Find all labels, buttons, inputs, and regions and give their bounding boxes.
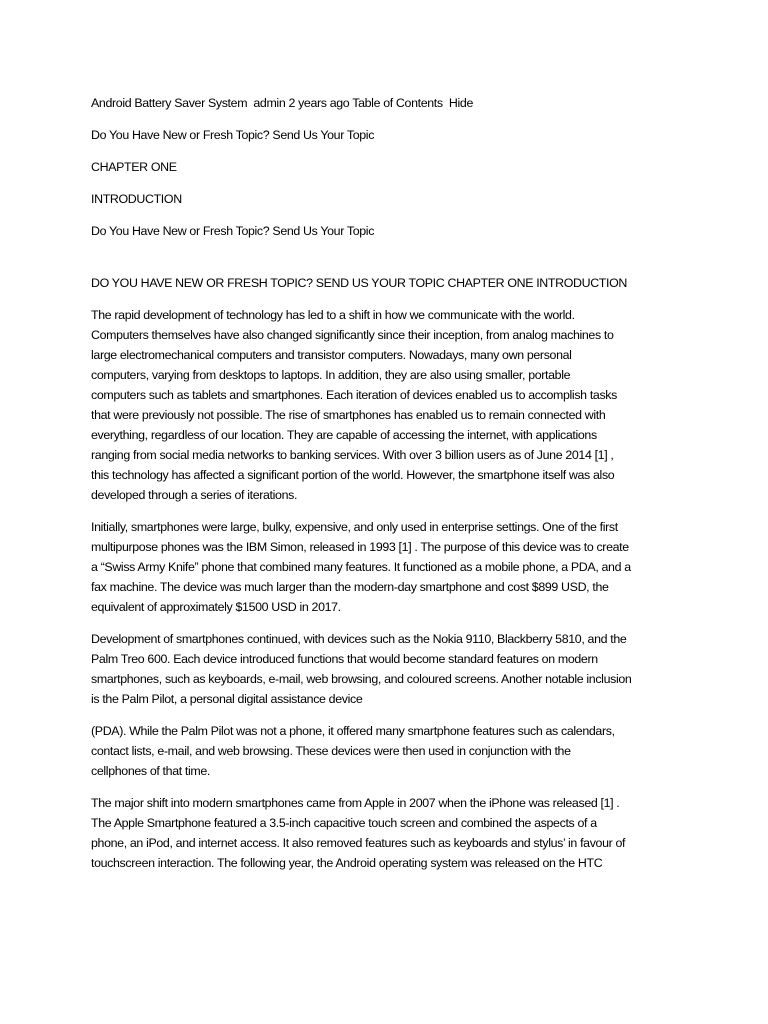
text-line: (PDA). While the Palm Pilot was not a phone, it offered many smartphone features such as calendars, — [91, 724, 615, 738]
text-line: that were previously not possible. The rise of smartphones has enabled us to remain connected with — [91, 408, 606, 422]
text-line: smartphones, such as keyboards, e-mail, web browsing, and coloured screens. Another notable inclusion — [91, 672, 632, 686]
toc-item[interactable]: INTRODUCTION — [91, 192, 182, 206]
text-line: this technology has affected a significant portion of the world. However, the smartphone itself was also — [91, 468, 615, 482]
article-paragraph — [91, 305, 691, 505]
text-line: The Apple Smartphone featured a 3.5-inch capacitive touch screen and combined the aspects of a — [91, 816, 597, 830]
text-line: cellphones of that time. — [91, 764, 211, 778]
text-line: Palm Treo 600. Each device introduced functions that would become standard features on modern — [91, 652, 598, 666]
article-paragraph — [91, 793, 691, 873]
text-line: Computers themselves have also changed significantly since their inception, from analog machines to — [91, 328, 614, 342]
text-line: phone, an iPod, and internet access. It also removed features such as keyboards and stylus’ in favour of — [91, 836, 626, 850]
document-page — [91, 93, 691, 885]
text-line: equivalent of approximately $1500 USD in 2017. — [91, 600, 341, 614]
site-title: Android Battery Saver System — [91, 96, 248, 110]
text-line: Initially, smartphones were large, bulky, expensive, and only used in enterprise settings. One of the first — [91, 520, 618, 534]
text-line: a “Swiss Army Knife” phone that combined many features. It functioned as a mobile phone, a PDA, and a — [91, 560, 631, 574]
toc-item[interactable]: CHAPTER ONE — [91, 160, 177, 174]
article-paragraph — [91, 517, 691, 617]
text-line: computers, varying from desktops to laptops. In addition, they are also using smaller, portable — [91, 368, 571, 382]
text-line: computers such as tablets and smartphones. Each iteration of devices enabled us to accomplish tasks — [91, 388, 617, 402]
toc-label: Table of Contents — [352, 96, 443, 110]
text-line: is the Palm Pilot, a personal digital assistance device — [91, 692, 363, 706]
text-line: The rapid development of technology has led to a shift in how we communicate with the world. — [91, 308, 575, 322]
text-line: everything, regardless of our location. They are capable of accessing the internet, with applications — [91, 428, 597, 442]
toc-hide-toggle[interactable]: Hide — [448, 96, 473, 110]
text-line: The major shift into modern smartphones came from Apple in 2007 when the iPhone was released [1] . — [91, 796, 620, 810]
post-meta-line — [91, 93, 691, 113]
text-line: large electromechanical computers and transistor computers. Nowadays, many own personal — [91, 348, 572, 362]
text-line: touchscreen interaction. The following year, the Android operating system was released on the HTC — [91, 856, 603, 870]
article-paragraph — [91, 629, 691, 709]
post-author: admin — [253, 96, 286, 110]
text-line: fax machine. The device was much larger than the modern-day smartphone and cost $899 USD, the — [91, 580, 609, 594]
article-paragraph — [91, 721, 691, 781]
text-line: Development of smartphones continued, with devices such as the Nokia 9110, Blackberry 5810, and the — [91, 632, 627, 646]
toc-item[interactable]: Do You Have New or Fresh Topic? Send Us Your Topic — [91, 128, 375, 142]
article-heading: DO YOU HAVE NEW OR FRESH TOPIC? SEND US YOUR TOPIC CHAPTER ONE INTRODUCTION — [91, 276, 627, 290]
post-date: 2 years ago — [288, 96, 350, 110]
text-line: ranging from social media networks to banking services. With over 3 billion users as of June 2014 [1] , — [91, 448, 614, 462]
text-line: contact lists, e-mail, and web browsing. These devices were then used in conjunction with the — [91, 744, 571, 758]
text-line: developed through a series of iterations. — [91, 488, 298, 502]
toc-item[interactable]: Do You Have New or Fresh Topic? Send Us Your Topic — [91, 224, 375, 238]
text-line: multipurpose phones was the IBM Simon, released in 1993 [1] . The purpose of this device was to create — [91, 540, 629, 554]
